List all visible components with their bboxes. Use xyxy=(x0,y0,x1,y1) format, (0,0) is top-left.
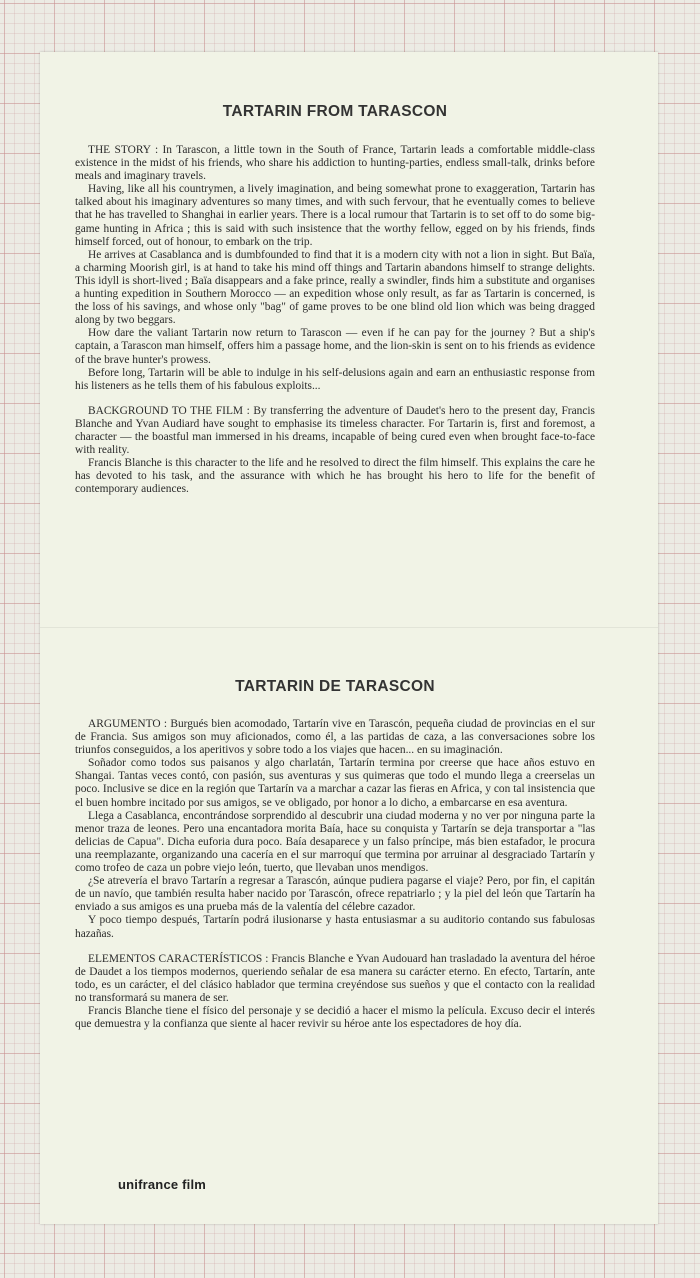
story-paragraph: How dare the valiant Tartarin now return to Tarascon — even if he can pay for the journey ? But a ship's captain, a Tarascon man himself, offers him a passage home, and the lion-skin is sent on to his friends as evidence of the brave hunter's prowess. xyxy=(75,327,595,366)
background-label: BACKGROUND TO THE FILM : xyxy=(88,404,250,417)
elementos-label: ELEMENTOS CARACTERÍSTICOS : xyxy=(88,952,269,965)
elementos-paragraph: Francis Blanche tiene el físico del personaje y se decidió a hacer el mismo la película. Excuso decir el interés que demuestra y la confianza que siente al hacer revivir su héroe ante los espectadores de hoy día. xyxy=(75,1004,595,1031)
story-label: THE STORY : xyxy=(88,144,159,156)
argumento-paragraph: Soñador como todos sus paisanos y algo charlatán, Tartarín termina por creerse que hace años estuvo en Shangai. Tantas veces contó, con pasión, sus aventuras y sus quimeras que todo el mundo llega a creerselas un poco. Inclusive se dice en la región que Tartarín va a marchar a cazar las fieras en Africa, y con tal insistencia que el buen hombre incitado por sus amigos, se ve obligado, por honor a lo dicho, a embarcarse en esa aventura. xyxy=(75,757,595,809)
fold-line xyxy=(40,627,658,628)
argumento-paragraph: ARGUMENTO : Burgués bien acomodado, Tartarín vive en Tarascón, pequeña ciudad de provincias en el sur de Francia. Sus amigos son muy aficionados, como él, a las partidas de caza, a las conversaciones sobre los triunfos conseguidos, a los aperitivos y sobre todo a los viajes que hacen... en su imaginación. xyxy=(75,718,595,757)
english-section xyxy=(75,103,595,496)
unifrance-logo: unifrance film xyxy=(118,1177,207,1192)
story-paragraph: Having, like all his countrymen, a lively imagination, and being somewhat prone to exaggeration, Tartarin has talked about his imaginary adventures so many times, and with such fervour, that he eventually comes to believe that he has travelled to Shanghai in earlier years. There is a local rumour that Tartarin is to set off to do some big-game hunting in Africa ; this is said with such insistence that the worthy fellow, egged on by his friends, finds himself forced, out of honour, to embark on the trip. xyxy=(75,183,595,248)
argumento-label: ARGUMENTO : xyxy=(88,718,168,730)
story-paragraph: He arrives at Casablanca and is dumbfounded to find that it is a modern city with not a lion in sight. But Baïa, a charming Moorish girl, is at hand to take his mind off things and Tartarin abandons himself to strange delights. This idyll is short-lived ; Baïa disappears and a fake prince, really a swindler, finds him a substitute and organises a hunting expedition in Southern Morocco — an expedition whose only result, as far as Tartarin is concerned, is the loss of his savings, and whose only "bag" of game proves to be one blind old lion which was being dragged along by two beggars. xyxy=(75,248,595,327)
spanish-body xyxy=(75,718,595,1031)
background-paragraph: BACKGROUND TO THE FILM : By transferring the adventure of Daudet's hero to the present day, Francis Blanche and Yvan Audiard have sought to emphasise its timeless character. For Tartarin is, first and foremost, a character — the boastful man immersed in his dreams, incapable of being cured even when brought face-to-face with reality. xyxy=(75,404,595,457)
english-body xyxy=(75,144,595,496)
argumento-paragraph: Llega a Casablanca, encontrándose sorprendido al descubrir una ciudad moderna y no ver por ninguna parte la menor traza de leones. Pero una encantadora morita Baía, hace su conquista y Tartarín se deja transportar a "las delicias de Capua". Dicha euforia dura poco. Baía desaparece y un falso príncipe, más bien estafador, le procura una reemplazante, organizando una cacería en el sur marroquí que termina por arruinar al desgraciado Tartarín y como trofeo de caza un pobre viejo león, tuerto, que llevaban unos mendigos. xyxy=(75,809,595,875)
elementos-paragraph: ELEMENTOS CARACTERÍSTICOS : Francis Blanche e Yvan Audouard han trasladado la aventura del héroe de Daudet a los tiempos modernos, queriendo señalar de esa manera su carácter eterno. En efecto, Tartarín, ante todo, es un carácter, el del clásico hablador que termina creyéndose sus sueños y que el contacto con la realidad no transformará su manera de ser. xyxy=(75,952,596,1004)
spanish-title: TARTARIN DE TARASCON xyxy=(235,678,435,695)
english-title: TARTARIN FROM TARASCON xyxy=(222,103,448,120)
argumento-paragraph: ¿Se atrevería el bravo Tartarín a regresar a Tarascón, aúnque pudiera pagarse el viaje? Pero, por fin, el capitán de un navío, que también resulta haber nacido por Tarascón, ofrece repatriarlo ; y la piel del león que Tartarín ha enviado a sus amigos es una prueba más de la valentía del célebre cazador. xyxy=(75,875,595,914)
background-paragraph: Francis Blanche is this character to the life and he resolved to direct the film himself. This explains the care he has devoted to his task, and the assurance with which he has brought his hero to life for the benefit of contemporary audiences. xyxy=(75,457,595,496)
argumento-paragraph: Y poco tiempo después, Tartarín podrá ilusionarse y hasta entusiasmar a su auditorio contando sus fabulosas hazañas. xyxy=(75,914,595,940)
story-paragraph: THE STORY : In Tarascon, a little town in the South of France, Tartarin leads a comfortable middle-class existence in the midst of his friends, who share his addiction to hunting-parties, endless small-talk, drinks before meals and imaginary travels. xyxy=(75,144,595,183)
spanish-section xyxy=(75,678,595,1031)
story-paragraph: Before long, Tartarin will be able to indulge in his self-delusions again and earn an enthusiastic response from his listeners as he tells them of his fabulous exploits... xyxy=(75,366,595,392)
